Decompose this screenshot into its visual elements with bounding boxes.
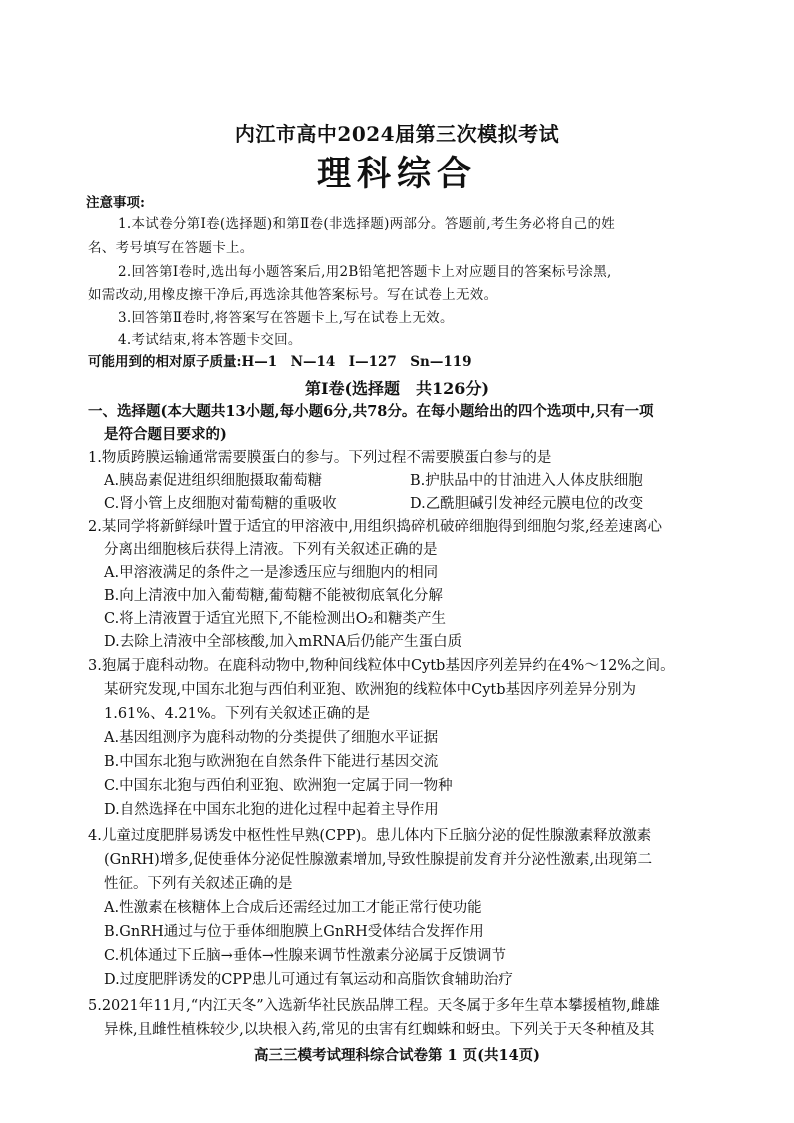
question-3-stem: 某研究发现,中国东北狍与西伯利亚狍、欧洲狍的线粒体中Cytb基因序列差异分别为 <box>104 682 637 698</box>
question-1-option-d: D.乙酰胆碱引发神经元膜电位的改变 <box>410 496 644 512</box>
question-3-stem: 1.61%、4.21%。下列有关叙述正确的是 <box>104 706 371 722</box>
question-2-option-d: D.去除上清液中全部核酸,加入mRNA后仍能产生蛋白质 <box>104 634 463 650</box>
question-4-option-c: C.机体通过下丘脑→垂体→性腺来调节性激素分泌属于反馈调节 <box>104 948 506 964</box>
question-1-option-a: A.胰岛素促进组织细胞摄取葡萄糖 <box>104 473 323 489</box>
question-5-stem: 5.2021年11月,“内江天冬”入选新华社民族品牌工程。天冬属于多年生草本攀援植物,雌雄 <box>88 998 660 1014</box>
notice-line: 如需改动,用橡皮擦干净后,再选涂其他答案标号。写在试卷上无效。 <box>88 287 498 303</box>
section-instruction: 一、选择题(本大题共13小题,每小题6分,共78分。在每小题给出的四个选项中,只有一项 <box>88 403 654 420</box>
atomic-mass-line: 可能用到的相对原子质量:H—1 N—14 I—127 Sn—119 <box>88 354 472 370</box>
notice-line: 名、考号填写在答题卡上。 <box>88 240 254 256</box>
section-heading: 第Ⅰ卷(选择题 共126分) <box>304 379 490 398</box>
question-4-stem: (GnRH)增多,促使垂体分泌促性腺激素增加,导致性腺提前发育并分泌性激素,出现第二 <box>104 852 653 868</box>
question-3-option-c: C.中国东北狍与西伯利亚狍、欧洲狍一定属于同一物种 <box>104 778 453 794</box>
question-1-stem: 1.物质跨膜运输通常需要膜蛋白的参与。下列过程不需要膜蛋白参与的是 <box>88 450 552 466</box>
question-4-stem: 性征。下列有关叙述正确的是 <box>104 876 293 892</box>
page-footer: 高三三模考试理科综合试卷第 1 页(共14页) <box>253 1047 541 1064</box>
question-5-stem: 异株,且雌性植株较少,以块根入药,常见的虫害有红蜘蛛和蚜虫。下列关于天冬种植及其 <box>104 1022 655 1038</box>
question-4-option-a: A.性激素在核糖体上合成后还需经过加工才能正常行使功能 <box>104 900 482 916</box>
notice-line: 4.考试结束,将本答题卡交回。 <box>118 332 302 348</box>
notice-line: 1.本试卷分第Ⅰ卷(选择题)和第Ⅱ卷(非选择题)两部分。答题前,考生务必将自己的姓 <box>118 216 616 232</box>
notice-line: 3.回答第Ⅱ卷时,将答案写在答题卡上,写在试卷上无效。 <box>118 310 454 326</box>
question-2-option-b: B.向上清液中加入葡萄糖,葡萄糖不能被彻底氧化分解 <box>104 588 443 604</box>
question-2-option-c: C.将上清液置于适宜光照下,不能检测出O₂和糖类产生 <box>104 611 446 627</box>
question-3-option-d: D.自然选择在中国东北狍的进化过程中起着主导作用 <box>104 802 439 818</box>
notice-line: 2.回答第Ⅰ卷时,选出每小题答案后,用2B铅笔把答题卡上对应题目的答案标号涂黑, <box>118 264 612 280</box>
section-instruction: 是符合题目要求的) <box>104 426 227 443</box>
exam-title: 内江市高中2024届第三次模拟考试 <box>234 122 560 146</box>
question-3-stem: 3.狍属于鹿科动物。在鹿科动物中,物种间线粒体中Cytb基因序列差异约在4%～12%之间。 <box>88 658 675 674</box>
question-3-option-a: A.基因组测序为鹿科动物的分类提供了细胞水平证据 <box>104 730 439 746</box>
subject-title: 理科综合 <box>317 154 477 194</box>
question-2-stem: 分离出细胞核后获得上清液。下列有关叙述正确的是 <box>104 542 438 558</box>
question-4-stem: 4.儿童过度肥胖易诱发中枢性性早熟(CPP)。患儿体内下丘脑分泌的促性腺激素释放激素 <box>88 828 652 844</box>
notice-heading: 注意事项: <box>86 195 145 211</box>
question-2-stem: 2.某同学将新鲜绿叶置于适宜的甲溶液中,用组织捣碎机破碎细胞得到细胞匀浆,经差速离心 <box>88 519 663 535</box>
question-3-option-b: B.中国东北狍与欧洲狍在自然条件下能进行基因交流 <box>104 754 439 770</box>
question-4-option-d: D.过度肥胖诱发的CPP患儿可通过有氧运动和高脂饮食辅助治疗 <box>104 972 513 988</box>
question-1-option-b: B.护肤品中的甘油进入人体皮肤细胞 <box>410 473 643 489</box>
question-4-option-b: B.GnRH通过与位于垂体细胞膜上GnRH受体结合发挥作用 <box>104 924 484 940</box>
question-1-option-c: C.肾小管上皮细胞对葡萄糖的重吸收 <box>104 496 337 512</box>
question-2-option-a: A.甲溶液满足的条件之一是渗透压应与细胞内的相同 <box>104 565 439 581</box>
